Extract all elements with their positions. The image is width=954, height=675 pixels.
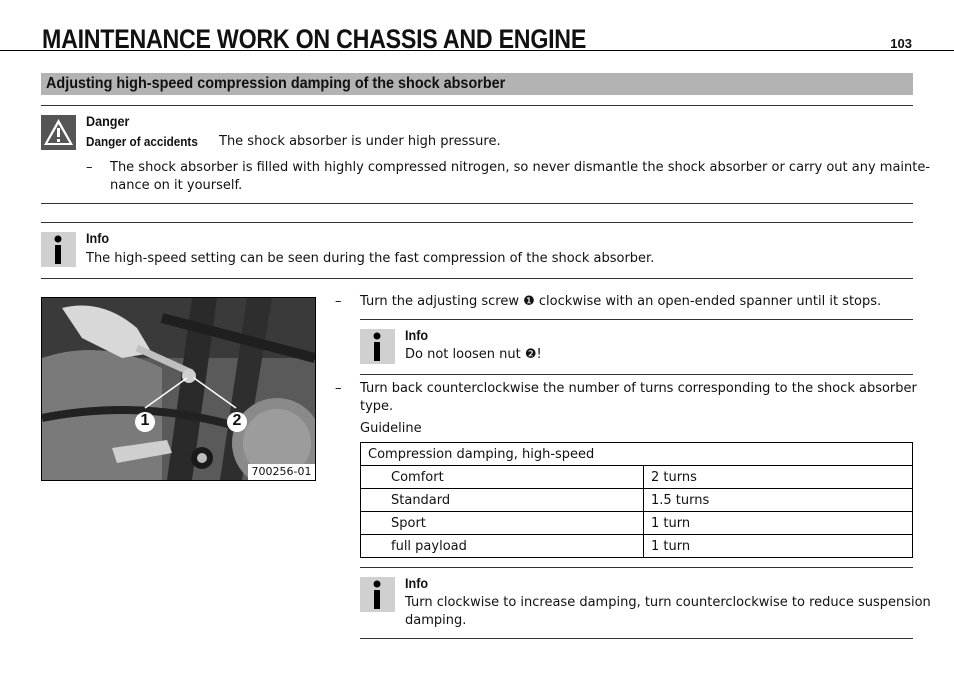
info-icon-box xyxy=(360,329,395,364)
danger-icon-box xyxy=(41,115,76,150)
shock-absorber-photo xyxy=(41,297,316,481)
shock-absorber-illustration xyxy=(42,298,315,480)
info-icon-box xyxy=(41,232,76,267)
table-header: Compression damping, high-speed xyxy=(361,443,913,466)
table-cell-value: 1 turn xyxy=(644,535,913,558)
info-i-icon xyxy=(360,577,395,612)
info-text-line2: damping. xyxy=(405,613,467,628)
table-row xyxy=(361,466,913,489)
info-text: Do not loosen nut ❷! xyxy=(405,347,542,362)
section-heading-bar xyxy=(41,73,913,95)
table-cell-type: Standard xyxy=(361,489,644,512)
title-rule xyxy=(0,50,954,51)
figure-caption: 700256-01 xyxy=(248,464,315,480)
table-cell-type: Sport xyxy=(361,512,644,535)
step-dash: – xyxy=(335,381,342,396)
info-i-icon xyxy=(41,232,76,267)
danger-heading: Danger xyxy=(86,113,130,129)
info-heading: Info xyxy=(405,575,429,591)
info-text: The high-speed setting can be seen during the fast compression of the shock absorber. xyxy=(86,251,655,266)
section-heading: Adjusting high-speed compression damping of the shock absorber xyxy=(46,75,506,92)
info-heading: Info xyxy=(86,230,110,246)
info-heading: Info xyxy=(405,327,429,343)
page-title: MAINTENANCE WORK ON CHASSIS AND ENGINE xyxy=(42,24,587,54)
bullet-dash: – xyxy=(86,160,93,175)
table-row xyxy=(361,512,913,535)
table-row xyxy=(361,489,913,512)
page-number: 103 xyxy=(890,36,912,51)
callout-1: 1 xyxy=(140,412,150,429)
guideline-table xyxy=(360,442,913,558)
info-i-icon xyxy=(360,329,395,364)
danger-statement: The shock absorber is under high pressure. xyxy=(219,134,501,149)
table-header-row xyxy=(361,443,913,466)
danger-bullet-line1: The shock absorber is filled with highly compressed nitrogen, so never dismantle the shock absorber or carry out any mainte- xyxy=(110,160,931,175)
divider xyxy=(41,222,913,223)
divider xyxy=(41,278,913,279)
divider xyxy=(360,567,913,568)
step-2-line1: Turn back counterclockwise the number of turns corresponding to the shock absorber xyxy=(360,381,917,396)
step-1: Turn the adjusting screw ❶ clockwise with an open-ended spanner until it stops. xyxy=(360,294,882,309)
info-text-line1: Turn clockwise to increase damping, turn counterclockwise to reduce suspension xyxy=(405,595,931,610)
table-cell-type: full payload xyxy=(361,535,644,558)
divider xyxy=(41,203,913,204)
danger-bullet-line2: nance on it yourself. xyxy=(110,178,243,193)
divider xyxy=(360,319,913,320)
step-dash: – xyxy=(335,294,342,309)
table-cell-type: Comfort xyxy=(361,466,644,489)
guideline-label: Guideline xyxy=(360,421,422,436)
step-2-line2: type. xyxy=(360,399,394,414)
info-icon-box xyxy=(360,577,395,612)
divider xyxy=(360,638,913,639)
divider xyxy=(41,105,913,106)
table-cell-value: 1.5 turns xyxy=(644,489,913,512)
divider xyxy=(360,374,913,375)
table-cell-value: 2 turns xyxy=(644,466,913,489)
warning-triangle-icon xyxy=(41,115,76,150)
danger-subheading: Danger of accidents xyxy=(86,134,198,149)
table-cell-value: 1 turn xyxy=(644,512,913,535)
table-row xyxy=(361,535,913,558)
callout-2: 2 xyxy=(232,412,242,429)
